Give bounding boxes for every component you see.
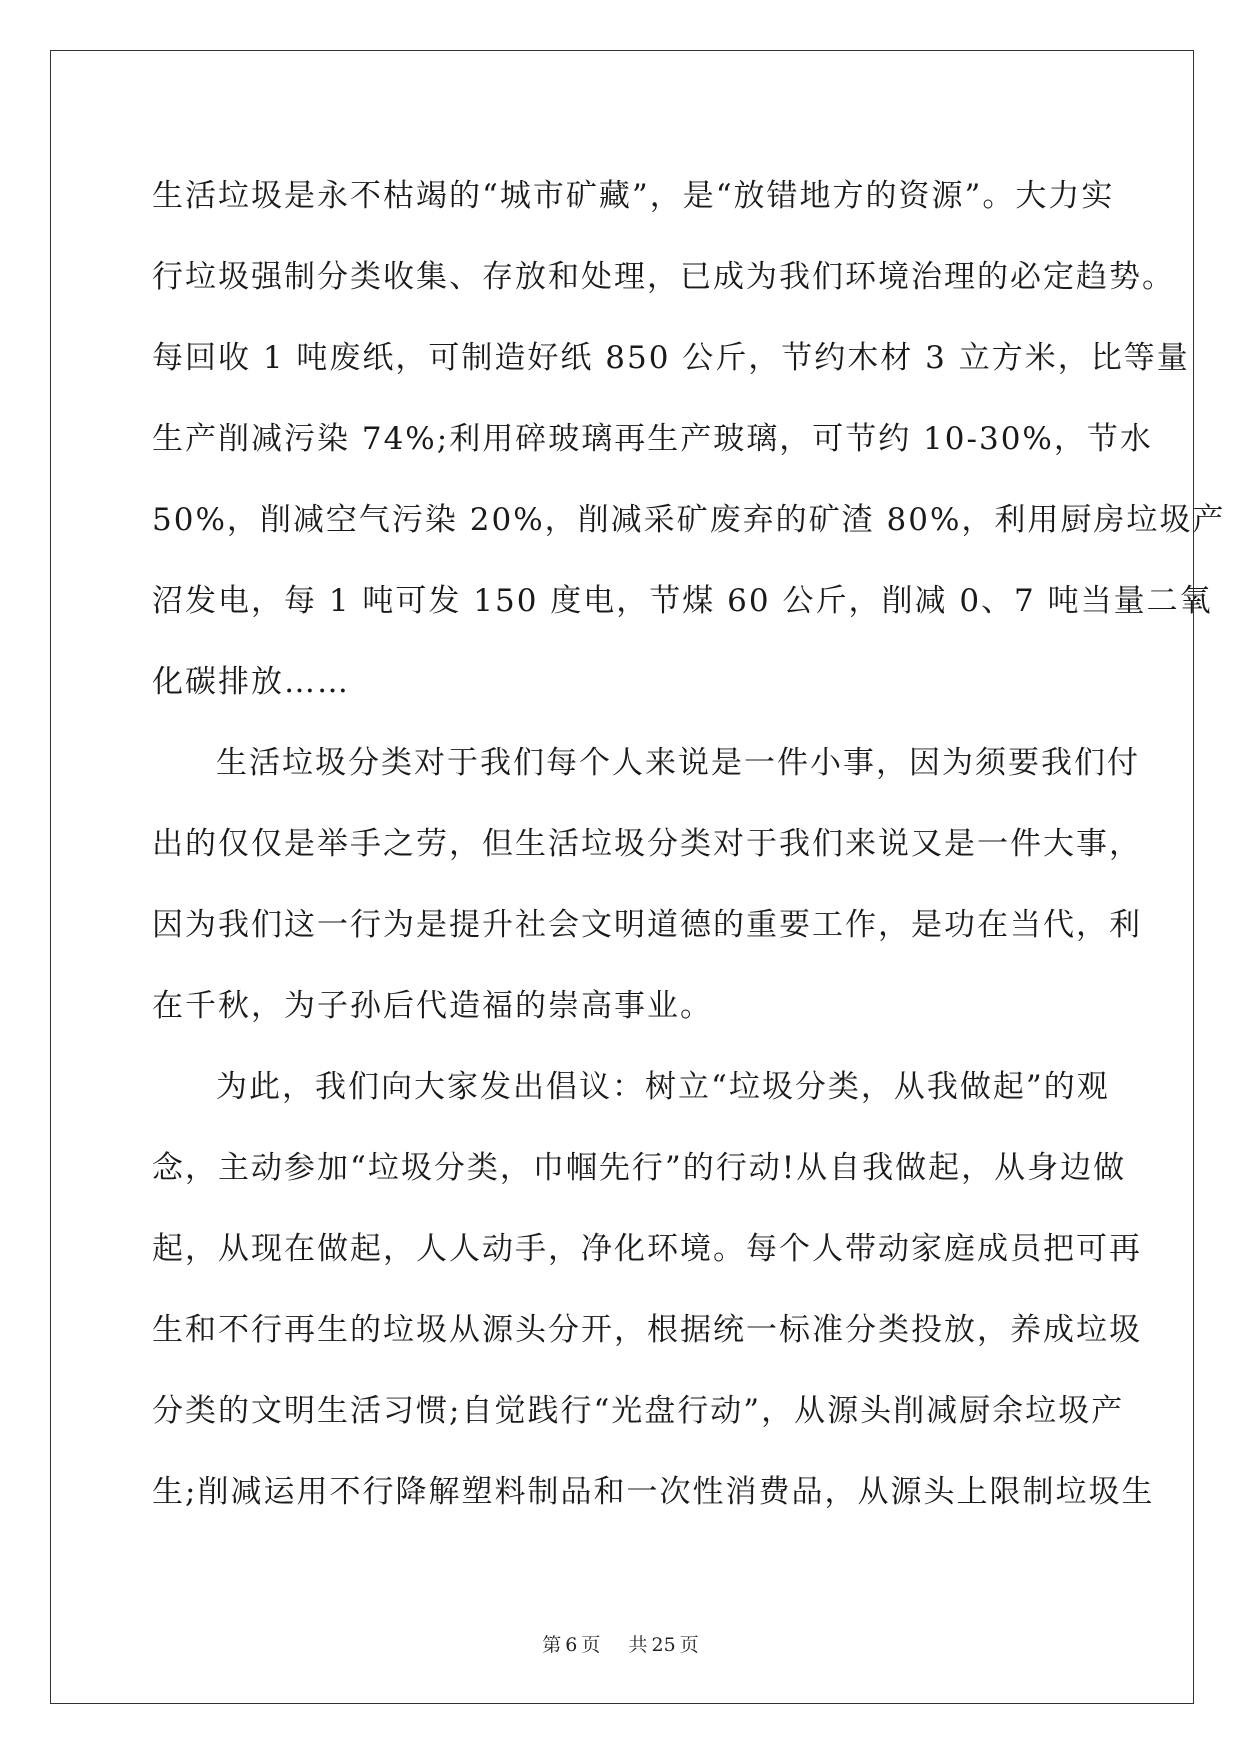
text-line: 生和不行再生的垃圾从源头分开，根据统一标准分类投放，养成垃圾	[152, 1312, 1142, 1348]
paragraph-2	[152, 735, 1142, 1059]
body-text	[152, 168, 1226, 1545]
page-number: 6	[565, 1634, 578, 1656]
text-line: 为此，我们向大家发出倡议：树立“垃圾分类，从我做起”的观	[216, 1069, 1110, 1105]
text-line: 化碳排放……	[152, 664, 350, 700]
text-line: 分类的文明生活习惯;自觉践行“光盘行动”，从源头削减厨余垃圾产	[152, 1393, 1125, 1429]
text-line: 生活垃圾分类对于我们每个人来说是一件小事，因为须要我们付	[216, 745, 1140, 781]
text-line: 生活垃圾是永不枯竭的“城市矿藏”，是“放错地方的资源”。大力实	[152, 178, 1115, 214]
text-line: 生;削减运用不行降解塑料制品和一次性消费品，从源头上限制垃圾生	[152, 1474, 1155, 1510]
text-line: 出的仅仅是举手之劳，但生活垃圾分类对于我们来说又是一件大事，	[152, 826, 1142, 862]
text-line: 念，主动参加“垃圾分类，巾帼先行”的行动!从自我做起，从身边做	[152, 1150, 1127, 1186]
text-line: 50%，削减空气污染 20%，削减采矿废弃的矿渣 80%，利用厨房垃圾产	[152, 502, 1226, 538]
page-suffix: 页	[581, 1634, 601, 1656]
page-footer	[0, 1633, 1241, 1657]
text-line: 每回收 1 吨废纸，可制造好纸 850 公斤，节约木材 3 立方米，比等量	[152, 340, 1190, 376]
total-pages: 25	[651, 1634, 676, 1656]
total-prefix: 共	[628, 1634, 648, 1656]
paragraph-3	[152, 1059, 1155, 1545]
text-line: 行垃圾强制分类收集、存放和处理，已成为我们环境治理的必定趋势。	[152, 259, 1175, 295]
text-line: 沼发电，每 1 吨可发 150 度电，节煤 60 公斤，削减 0、7 吨当量二氧	[152, 583, 1213, 619]
text-line: 在千秋，为子孙后代造福的崇高事业。	[152, 988, 713, 1024]
paragraph-1	[152, 168, 1226, 735]
text-line: 因为我们这一行为是提升社会文明道德的重要工作，是功在当代，利	[152, 907, 1142, 943]
page-prefix: 第	[542, 1634, 562, 1656]
text-line: 起，从现在做起，人人动手，净化环境。每个人带动家庭成员把可再	[152, 1231, 1142, 1267]
text-line: 生产削减污染 74%;利用碎玻璃再生产玻璃，可节约 10-30%，节水	[152, 421, 1153, 457]
total-suffix: 页	[679, 1634, 699, 1656]
